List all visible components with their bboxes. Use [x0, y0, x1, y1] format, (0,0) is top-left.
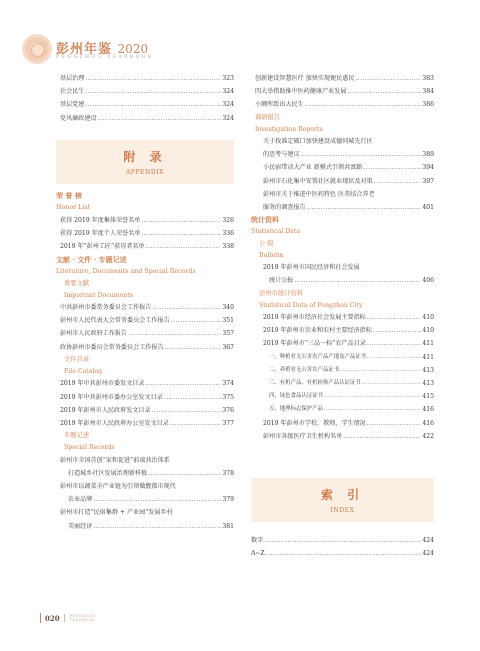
toc-entry[interactable] [56, 301, 234, 314]
toc-entry[interactable] [56, 377, 234, 390]
yearbook-subtitle: PENGZHOU YEARBOOK [56, 55, 154, 60]
toc-page-number: 389 [422, 151, 434, 159]
toc-page-number: 413 [422, 366, 434, 374]
toc-entry-text: 2019 年彭州市人民政府办公室发文目录 [60, 419, 169, 427]
toc-page-number: 324 [222, 101, 234, 109]
subsection-title-bulletin: 公 报 [259, 239, 274, 247]
toc-page-number: 340 [222, 304, 234, 312]
subsection-title-special-en: Special Records [64, 444, 115, 452]
toc-page-number: 326 [222, 216, 234, 224]
toc-entry-text: 2019 年彭州市“三品一标”农产品目录 [263, 340, 366, 348]
toc-entry[interactable] [251, 403, 434, 416]
toc-page-number: 338 [222, 242, 234, 250]
toc-entry-text: 小民宿带动大产业 新模式引领共富路 [263, 164, 363, 172]
toc-page-number: 424 [422, 550, 434, 558]
toc-page-number: 357 [222, 330, 234, 338]
toc-entry[interactable] [251, 377, 434, 390]
toc-entry-text: 二、养殖业无公害农产品证书 [269, 366, 340, 373]
toc-entry[interactable] [56, 227, 234, 240]
toc-page-number: 397 [422, 177, 434, 185]
footer-brand-en: YEARBOOK [69, 618, 96, 622]
toc-entry-text: 农业品牌 [68, 496, 93, 504]
subsection-title-pengzhou-stats: 彭州市统计资料 [259, 289, 304, 297]
toc-entry-text: 四大举措助推中医药健康产业发展 [255, 88, 347, 96]
toc-page-number: 379 [222, 496, 234, 504]
toc-page-number: 401 [422, 204, 434, 211]
toc-page-number: 377 [222, 419, 234, 427]
toc-entry-text: 2019 年彭州市学校、教师、学生情况 [263, 419, 366, 427]
subsection-title-special: 专题记述 [64, 432, 90, 440]
footer-divider [64, 614, 65, 622]
toc-entry-text: 2019 年中共彭州市委办公室发文目录 [60, 393, 163, 401]
toc-entry-line1[interactable] [251, 188, 434, 201]
toc-page-number: 413 [422, 380, 434, 387]
toc-entry[interactable] [251, 337, 434, 350]
title-cn: 彭州年鉴 [56, 42, 113, 57]
toc-entry-text: 小额所致出大民生 [255, 101, 304, 109]
toc-entry[interactable] [251, 324, 434, 337]
toc-entry[interactable] [251, 72, 434, 85]
footer-accent-bar [40, 613, 41, 623]
toc-entry[interactable] [251, 161, 434, 174]
subsection-title-important-en: Important Documents [64, 291, 133, 299]
toc-entry-text: 彭州市以蔬菜全产业链为引领做靓都市现代 [60, 482, 176, 490]
toc-page-number: 375 [222, 393, 234, 401]
toc-entry[interactable] [251, 417, 434, 430]
toc-entry[interactable] [251, 390, 434, 403]
toc-page-number: 324 [222, 114, 234, 122]
toc-entry-text: 2019 年彭州市经济社会发展主要指标 [263, 314, 366, 322]
toc-page-number: 415 [422, 393, 434, 401]
toc-right-column [251, 72, 434, 443]
toc-entry-text: 政协彭州市委员会常务委员会工作报告 [60, 343, 164, 351]
toc-entry[interactable] [251, 430, 434, 443]
toc-entry-text: 2019 年彭州市农业和农村主要经济指标 [263, 327, 372, 335]
toc-entry-text: 彭州市全国首创“家和促进”前端共治体系 [60, 456, 170, 464]
index-title-en: INDEX [330, 507, 355, 514]
toc-entry[interactable] [56, 417, 234, 430]
toc-entry[interactable] [251, 364, 434, 377]
appendix-banner [56, 140, 234, 184]
toc-page-number: 386 [422, 101, 434, 109]
toc-entry[interactable] [56, 327, 234, 340]
toc-page-number: 394 [422, 164, 434, 172]
toc-page-number: 416 [422, 419, 434, 427]
toc-entry-line1[interactable] [56, 454, 234, 467]
index-title-cn: 索 引 [320, 488, 365, 502]
toc-entry[interactable] [56, 467, 234, 480]
section-title-literature-en: Literature, Documents and Special Records [56, 268, 196, 276]
toc-entry[interactable] [251, 274, 434, 287]
toc-entry[interactable] [56, 85, 234, 98]
toc-page-number: 410 [422, 314, 434, 322]
toc-entry[interactable] [251, 351, 434, 364]
subsection-title-important: 重要文献 [64, 279, 90, 287]
toc-entry-text: 2019 年中共彭州市委发文目录 [60, 380, 145, 388]
toc-page-number: 324 [222, 88, 234, 96]
toc-entry[interactable] [56, 214, 234, 227]
toc-entry[interactable] [56, 98, 234, 111]
toc-entry-text: 一、种植业无公害农产品产地及产品证书 [269, 353, 367, 360]
toc-entry[interactable] [251, 547, 434, 560]
toc-page-number: 410 [422, 327, 434, 335]
subsection-title-investigation: 调研报告 [255, 113, 281, 121]
toc-entry[interactable] [251, 98, 434, 111]
toc-entry[interactable] [251, 85, 434, 98]
section-title-honor-en: Honor List [56, 204, 91, 211]
toc-entry-line1[interactable] [251, 135, 434, 148]
toc-page-number: 351 [222, 317, 234, 325]
section-title-literature: 文献 · 文件 · 专题记述 [56, 255, 127, 265]
toc-entry-text: 党风廉政建设 [60, 114, 97, 122]
index-banner [251, 478, 434, 522]
section-title-statistical: 统计资料 [251, 215, 279, 225]
toc-entry[interactable] [56, 404, 234, 417]
toc-entry-text: A~Z [251, 550, 265, 558]
toc-entry-text: 关于找准定破口加快建设成德同城先行区 [263, 138, 373, 146]
toc-entry-text: 基层治理 [60, 75, 85, 82]
title-year: 2020 [117, 42, 149, 56]
toc-entry-text: 彭州市石化集中安置社区就业现状及对策 [263, 177, 373, 185]
toc-entry-text: 社会民生 [60, 88, 85, 96]
appendix-title-en: APPENDIX [125, 169, 165, 176]
subsection-title-pengzhou-stats-en: Statistical Data of Pengzhou City [259, 301, 363, 309]
toc-entry[interactable] [251, 175, 434, 188]
subsection-title-files-en: File Catalog [64, 367, 103, 375]
footer-brand: PENGZHOU [69, 614, 97, 618]
toc-entry-text: 彭州市打造“民宿集群 + 产业园”发展乡村 [60, 509, 173, 517]
toc-page-number: 383 [422, 75, 434, 82]
toc-entry-text: 统计公报 [269, 277, 294, 285]
toc-entry-text: 中共彭州市委常务委员会工作报告 [60, 304, 152, 312]
toc-entry-text: 2019 年“彭州工匠”获得者名单 [60, 242, 145, 250]
toc-page-number: 411 [422, 353, 434, 361]
toc-entry-text: 五、地理标志保护产品 [269, 406, 323, 413]
toc-entry[interactable] [56, 240, 234, 253]
section-title-statistical-en: Statistical Data [251, 228, 301, 236]
section-title-honor: 荣 誉 榜 [56, 191, 82, 200]
toc-page-number: 374 [222, 380, 234, 388]
toc-entry[interactable] [56, 112, 234, 125]
toc-entry-text: 彭州市各级医疗卫生机构名单 [263, 432, 343, 440]
toc-entry-text: 三、有机产品、有机转换产品认证证书 [269, 380, 361, 386]
toc-entry-text: 创新建设智慧医疗 加快实现便民惠民 [255, 75, 355, 82]
yearbook-logo-icon [22, 34, 52, 64]
page-number: 020 [45, 613, 60, 623]
subsection-title-files: 文件目录 [64, 355, 90, 363]
toc-entry[interactable] [56, 493, 234, 506]
toc-entry-text: 数字 [251, 537, 264, 544]
toc-entry-line1[interactable] [251, 261, 434, 274]
toc-page-number: 367 [222, 343, 234, 351]
toc-entry-line1[interactable] [56, 506, 234, 519]
toc-entry-text: 基层党建 [60, 101, 85, 109]
toc-entry-text: 的思考与建议 [263, 151, 300, 159]
toc-page-number: 376 [222, 406, 234, 414]
appendix-title-cn: 附 录 [123, 150, 167, 164]
toc-entry-line1[interactable] [56, 480, 234, 493]
toc-left-column [56, 72, 234, 125]
subsection-title-bulletin-en: Bulletin [259, 251, 284, 259]
toc-entry[interactable] [56, 391, 234, 404]
toc-entry-text: 2019 年彭州市人民政府发文目录 [60, 406, 151, 414]
toc-entry[interactable] [56, 520, 234, 533]
toc-entry-text: 美丽经济 [68, 522, 93, 530]
toc-entry[interactable] [251, 311, 434, 324]
toc-entry-text: 获得 2019 年度个人荣誉名单 [60, 229, 141, 237]
toc-page-number: 378 [222, 469, 234, 477]
toc-page-number: 323 [222, 75, 234, 82]
toc-entry-text: 服务的调查报告 [263, 204, 306, 211]
toc-entry[interactable] [56, 341, 234, 354]
toc-index-entries [251, 534, 434, 560]
toc-page-number: 381 [222, 522, 234, 530]
toc-entry-text: 2019 年彭州市国民经济和社会发展 [263, 264, 360, 272]
toc-entry[interactable] [56, 72, 234, 85]
toc-entry[interactable] [251, 534, 434, 547]
toc-entry-text: 获得 2019 年度集体荣誉名单 [60, 216, 141, 224]
toc-page-number: 424 [422, 537, 434, 544]
toc-entry[interactable] [56, 314, 234, 327]
page-footer [40, 611, 96, 625]
toc-entry-text: 打造城乡社区发展治理新样板 [68, 469, 148, 477]
toc-page-number: 406 [422, 277, 434, 285]
toc-entry-text: 彭州市关于推进中医药特色 医养结合养老 [263, 190, 375, 198]
toc-page-number: 384 [422, 88, 434, 96]
toc-entry[interactable] [251, 201, 434, 214]
toc-page-number: 411 [422, 340, 434, 348]
subsection-title-investigation-en: Investigation Reports [255, 125, 323, 133]
toc-entry-text: 彭州市人民政府工作报告 [60, 330, 128, 338]
toc-entry[interactable] [251, 148, 434, 161]
toc-page-number: 336 [222, 229, 234, 237]
toc-entry-text: 彭州市人民代表大会常务委员会工作报告 [60, 317, 170, 325]
toc-page-number: 416 [422, 406, 434, 414]
toc-page-number: 422 [422, 432, 434, 440]
toc-left-lower [56, 190, 234, 533]
toc-entry-text: 四、绿色食品认证证书 [269, 393, 323, 400]
